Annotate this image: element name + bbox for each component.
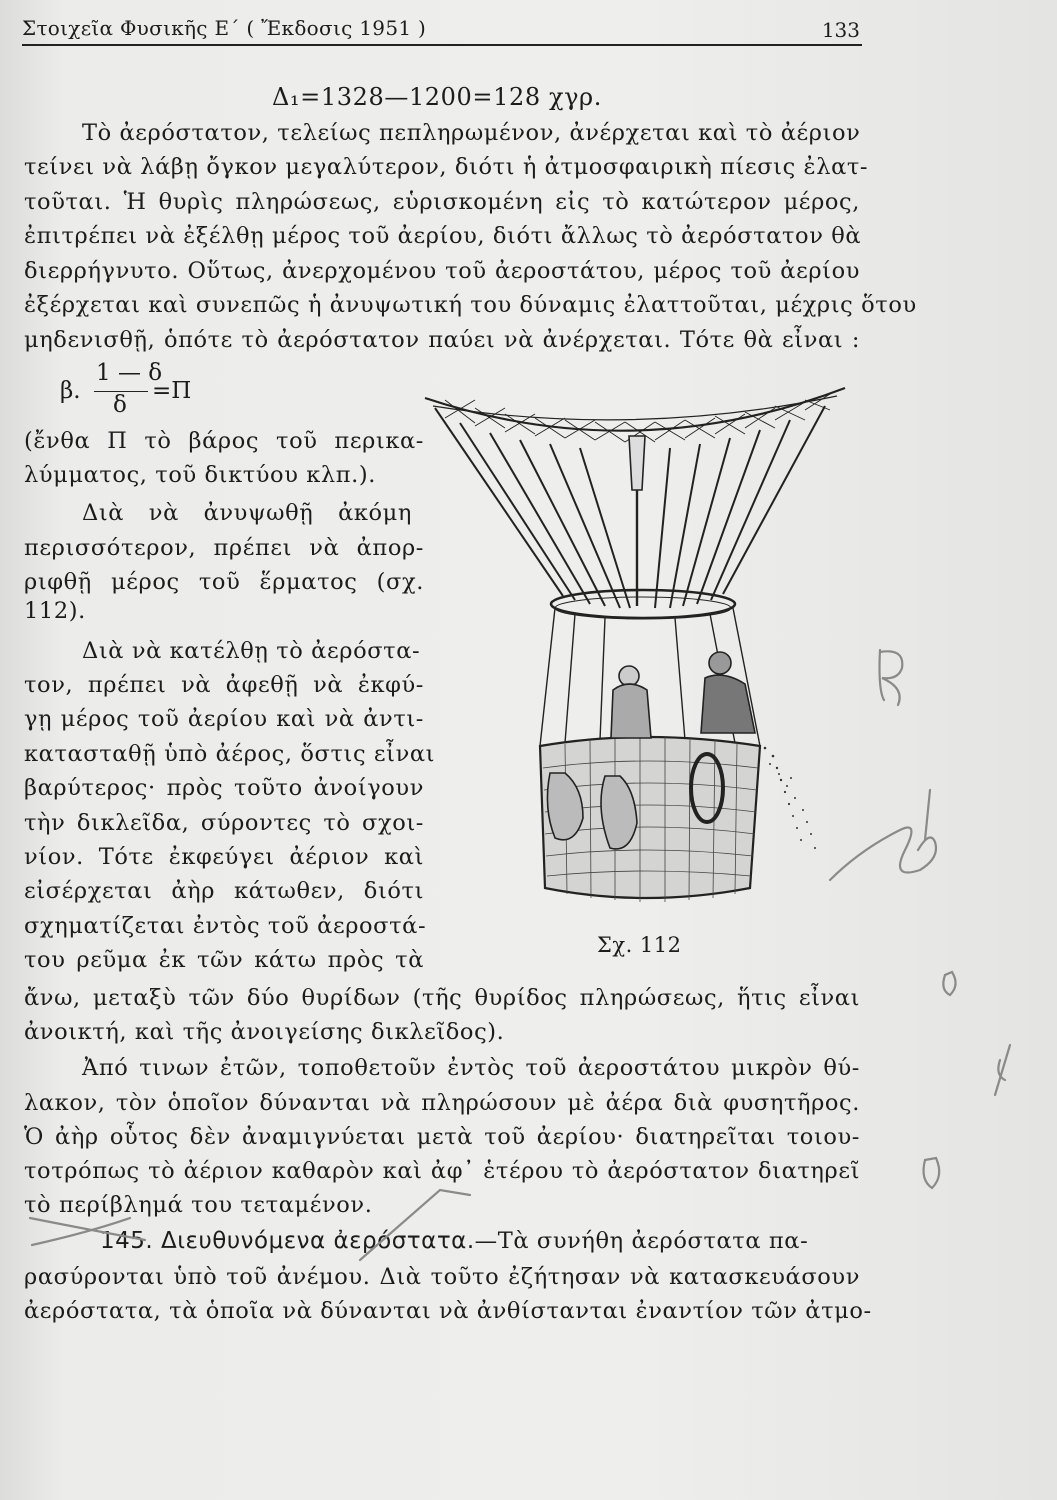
paragraph-line: ἐξέρχεται καὶ συνεπῶς ἡ ἀνυψωτική του δύναμις ἐλαττοῦται, μέχρις ὅτου — [24, 292, 917, 318]
formula-numerator: 1 — δ — [96, 360, 163, 386]
paragraph-line: τὸ περίβλημά του τεταμένον. — [24, 1192, 373, 1218]
paragraph-line: ἀερόστατα, τὰ ὁποῖα νὰ δύνανται νὰ ἀνθίστανται ἐναντίον τῶν ἀτμο- — [24, 1298, 872, 1324]
column-line: του ρεῦμα ἐκ τῶν κάτω πρὸς τὰ — [24, 947, 424, 973]
formula-prefix: β. — [60, 378, 81, 404]
paragraph-line: τοῦται. Ἡ θυρὶς πληρώσεως, εὑρισκομένη εἰς τὸ κατώτερον μέρος, — [24, 189, 860, 215]
column-line: Διὰ νὰ κατέλθῃ τὸ ἀερόστα- — [82, 638, 421, 664]
column-line: εἰσέρχεται ἀὴρ κάτωθεν, διότι — [24, 878, 424, 904]
column-line: τὴν δικλεῖδα, σύροντες τὸ σχοι- — [24, 810, 424, 836]
paragraph-line: ἐπιτρέπει νὰ ἐξέλθῃ μέρος τοῦ ἀερίου, διότι ἄλλως τὸ ἀερόστατον θὰ — [24, 223, 862, 249]
column-line: ριφθῇ μέρος τοῦ ἕρματος (σχ. — [24, 569, 424, 595]
running-header — [22, 10, 862, 46]
paragraph-line: Τὸ ἀερόστατον, τελείως πεπληρωμένον, ἀνέρχεται καὶ τὸ ἀέριον — [82, 120, 861, 146]
paragraph-line: μηδενισθῇ, ὁπότε τὸ ἀερόστατον παύει νὰ ἀνέρχεται. Τότε θὰ εἶναι : — [24, 327, 860, 353]
paragraph-line: λακον, τὸν ὁποῖον δύνανται νὰ πληρώσουν μὲ ἀέρα διὰ φυσητῆρος. — [24, 1090, 860, 1116]
column-line: γῃ μέρος τοῦ ἀερίου καὶ νὰ ἀντι- — [24, 706, 424, 732]
page-number: 133 — [821, 18, 860, 42]
column-line: κατασταθῇ ὑπὸ ἀέρος, ὅστις εἶναι — [24, 741, 436, 767]
paragraph-line: τοτρόπως τὸ ἀέριον καθαρὸν καὶ ἀφ᾽ ἑτέρου τὸ ἀερόστατον διατηρεῖ — [24, 1158, 860, 1184]
formula — [60, 360, 320, 422]
paragraph-line: ρασύρονται ὑπὸ τοῦ ἀνέμου. Διὰ τοῦτο ἐζήτησαν νὰ κατασκευάσουν — [24, 1264, 860, 1290]
section-text: —Τὰ συνήθη ἀερόστατα πα- — [474, 1228, 809, 1254]
section-heading-line — [100, 1226, 860, 1256]
paragraph-line: Ἀπό τινων ἐτῶν, τοποθετοῦν ἐντὸς τοῦ ἀεροστάτου μικρὸν θύ- — [82, 1055, 860, 1081]
equation-delta: Δ₁=1328—1200=128 χγρ. — [272, 83, 602, 111]
column-line: 112). — [24, 598, 86, 624]
figure-caption: Σχ. 112 — [597, 933, 682, 957]
column-line: νίον. Τότε ἐκφεύγει ἀέριον καὶ — [24, 844, 424, 870]
paragraph-line: τείνει νὰ λάβῃ ὄγκον μεγαλύτερον, διότι ἡ ἀτμοσφαιρικὴ πίεσις ἐλατ- — [24, 154, 869, 180]
paragraph-line: ἀνοικτή, καὶ τῆς ἀνοιγείσης δικλεῖδος). — [24, 1019, 505, 1045]
column-line: λύμματος, τοῦ δικτύου κλπ.). — [24, 462, 377, 488]
column-line: σχηματίζεται ἐντὸς τοῦ ἀεροστά- — [24, 913, 427, 939]
paragraph-line: διερρήγνυτο. Οὕτως, ἀνερχομένου τοῦ ἀεροστάτου, μέρος τοῦ ἀερίου — [24, 258, 860, 284]
formula-denominator: δ — [113, 392, 127, 418]
book-title: Στοιχεῖα Φυσικῆς Ε΄ ( Ἔκδοσις 1951 ) — [22, 16, 427, 40]
column-line: (ἔνθα Π τὸ βάρος τοῦ περικα- — [24, 428, 424, 454]
column-line: Διὰ νὰ ἀνυψωθῇ ἀκόμη — [82, 500, 412, 526]
formula-result: =Π — [152, 378, 192, 404]
balloon-illustration — [415, 378, 865, 938]
section-heading: 145. Διευθυνόμενα ἀερόστατα. — [100, 1228, 475, 1254]
paragraph-line: Ὁ ἀὴρ οὗτος δὲν ἀναμιγνύεται μετὰ τοῦ ἀερίου· διατηρεῖται τοιου- — [24, 1124, 860, 1150]
column-line: τον, πρέπει νὰ ἀφεθῇ νὰ ἐκφύ- — [24, 672, 424, 698]
column-line: περισσότερον, πρέπει νὰ ἀπορ- — [24, 535, 424, 561]
paragraph-line: ἄνω, μεταξὺ τῶν δύο θυρίδων (τῆς θυρίδος πληρώσεως, ἥτις εἶναι — [24, 985, 860, 1011]
column-line: βαρύτερος· πρὸς τοῦτο ἀνοίγουν — [24, 775, 424, 801]
